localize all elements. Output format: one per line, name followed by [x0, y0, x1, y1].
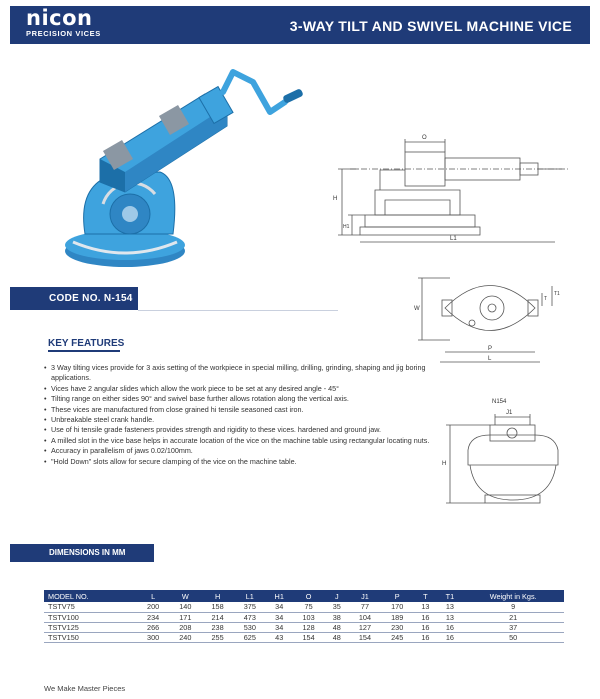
- table-cell: 140: [169, 602, 201, 612]
- table-cell: 530: [234, 622, 266, 632]
- column-header: J: [325, 590, 349, 602]
- table-cell: 189: [381, 612, 413, 622]
- table-cell: 103: [292, 612, 324, 622]
- table-cell: 154: [349, 632, 381, 642]
- logo-tagline: PRECISION VICES: [26, 29, 101, 38]
- table-cell: 16: [437, 632, 462, 642]
- logo-wordmark: nicon: [26, 6, 93, 30]
- column-header: H1: [266, 590, 293, 602]
- table-cell: 38: [325, 612, 349, 622]
- table-cell: 154: [292, 632, 324, 642]
- table-cell: 13: [413, 602, 437, 612]
- key-features-list: [44, 363, 439, 467]
- feature-item: • Accuracy in parallelism of jaws 0.02/100mm.: [44, 446, 439, 456]
- column-header: Weight in Kgs.: [462, 590, 564, 602]
- table-cell: 21: [462, 612, 564, 622]
- table-cell: 104: [349, 612, 381, 622]
- table-cell: 171: [169, 612, 201, 622]
- table-cell: 75: [292, 602, 324, 612]
- table-cell: 16: [413, 632, 437, 642]
- dim-label-l: L: [488, 356, 492, 362]
- table-cell: 50: [462, 632, 564, 642]
- dim-label-h-front: H: [442, 461, 447, 467]
- heading-underline: [48, 350, 120, 352]
- feature-item: • These vices are manufactured from close grained hi tensile seasoned cast iron.: [44, 405, 439, 415]
- table-cell: 200: [137, 602, 169, 612]
- table-cell: 16: [413, 612, 437, 622]
- table-cell: 208: [169, 622, 201, 632]
- table-cell: 13: [437, 602, 462, 612]
- table-cell: 214: [201, 612, 233, 622]
- column-header: W: [169, 590, 201, 602]
- front-view-drawing: [440, 395, 570, 510]
- table-cell: 127: [349, 622, 381, 632]
- table-cell: 48: [325, 632, 349, 642]
- dimensions-table: [44, 590, 564, 643]
- feature-item: • 3 Way tilting vices provide for 3 axis setting of the workpiece in special milling, drilling, grinding, shaping and jig boring applications.: [44, 363, 439, 384]
- page-title: 3-WAY TILT AND SWIVEL MACHINE VICE: [289, 18, 572, 34]
- feature-item: • Tilting range on either sides 90° and swivel base further allows rotation along the vertical axis.: [44, 394, 439, 404]
- table-cell: 35: [325, 602, 349, 612]
- footer-tagline: We Make Master Pieces: [44, 684, 126, 693]
- header-bar: [10, 6, 590, 44]
- dim-label-h1: H1: [343, 224, 350, 230]
- table-cell: 77: [349, 602, 381, 612]
- table-cell: 240: [169, 632, 201, 642]
- table-cell: 9: [462, 602, 564, 612]
- column-header: L: [137, 590, 169, 602]
- dim-label-j1: J1: [506, 410, 513, 416]
- dim-label-w: W: [414, 306, 420, 312]
- table-cell: TSTV75: [44, 602, 137, 612]
- table-cell: 473: [234, 612, 266, 622]
- table-cell: TSTV150: [44, 632, 137, 642]
- table-cell: 158: [201, 602, 233, 612]
- table-cell: 43: [266, 632, 293, 642]
- column-header: H: [201, 590, 233, 602]
- table-cell: 16: [413, 622, 437, 632]
- table-cell: 37: [462, 622, 564, 632]
- table-cell: 266: [137, 622, 169, 632]
- table-row: [44, 622, 564, 632]
- crank-handle: [223, 72, 285, 112]
- dim-label-l1: L1: [450, 236, 457, 242]
- table-cell: 128: [292, 622, 324, 632]
- code-number-bar: CODE NO. N-154: [10, 287, 138, 310]
- column-header: P: [381, 590, 413, 602]
- column-header: J1: [349, 590, 381, 602]
- top-view-drawing: [410, 268, 570, 368]
- drawing-code-label: N154: [492, 399, 507, 405]
- table-header-row: [44, 590, 564, 602]
- column-header: MODEL NO.: [44, 590, 137, 602]
- table-cell: 234: [137, 612, 169, 622]
- dim-label-p: P: [488, 346, 493, 352]
- divider: [138, 310, 338, 311]
- feature-item: • Vices have 2 angular slides which allow the work piece to be set at any desired angle - 45°: [44, 384, 439, 394]
- feature-item: • Unbreakable steel crank handle.: [44, 415, 439, 425]
- vice-illustration: [55, 64, 310, 274]
- table-row: [44, 632, 564, 642]
- feature-item: • "Hold Down" slots allow for secure clamping of the vice on the machine table.: [44, 457, 439, 467]
- table-cell: 170: [381, 602, 413, 612]
- table-row: [44, 602, 564, 612]
- feature-item: • Use of hi tensile grade fasteners provides strength and rigidity to these vices. hardened and ground jaw.: [44, 425, 439, 435]
- dim-label-o: O: [422, 135, 427, 141]
- column-header: O: [292, 590, 324, 602]
- dim-label-t: T: [544, 296, 548, 302]
- dim-label-h: H: [333, 196, 338, 202]
- table-cell: TSTV100: [44, 612, 137, 622]
- feature-item: • A milled slot in the vice base helps in accurate location of the vice on the machine table using rectangular locating nuts.: [44, 436, 439, 446]
- side-view-drawing: [330, 130, 580, 250]
- table-cell: 245: [381, 632, 413, 642]
- table-cell: 13: [437, 612, 462, 622]
- table-cell: 375: [234, 602, 266, 612]
- table-cell: 230: [381, 622, 413, 632]
- table-cell: 34: [266, 612, 293, 622]
- table-cell: 16: [437, 622, 462, 632]
- table-cell: 255: [201, 632, 233, 642]
- column-header: T1: [437, 590, 462, 602]
- column-header: L1: [234, 590, 266, 602]
- table-cell: TSTV125: [44, 622, 137, 632]
- table-row: [44, 612, 564, 622]
- table-cell: 34: [266, 622, 293, 632]
- table-cell: 300: [137, 632, 169, 642]
- table-cell: 238: [201, 622, 233, 632]
- column-header: T: [413, 590, 437, 602]
- table-cell: 48: [325, 622, 349, 632]
- dim-label-t1: T1: [554, 291, 560, 297]
- key-features-heading: KEY FEATURES: [48, 338, 125, 349]
- brand-logo: [26, 6, 101, 38]
- dimensions-heading-bar: DIMENSIONS IN MM: [10, 544, 154, 562]
- table-cell: 34: [266, 602, 293, 612]
- table-cell: 625: [234, 632, 266, 642]
